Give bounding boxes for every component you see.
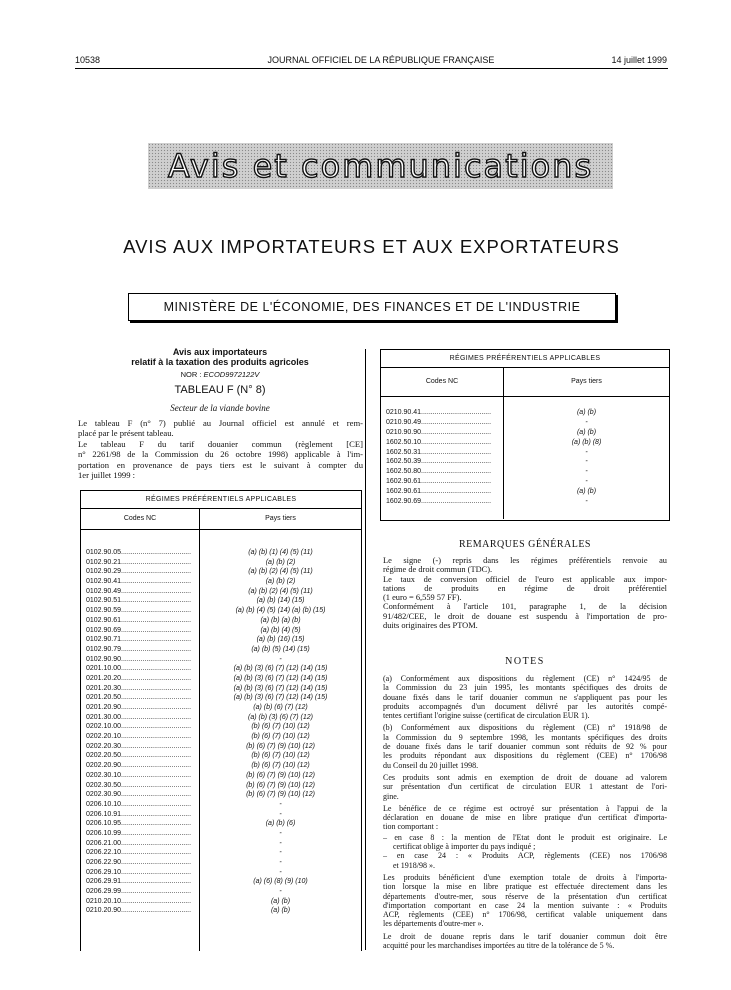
regime-value: (a) (b) (2) (4) (5) (11) — [248, 587, 313, 595]
regime-value: - — [585, 458, 588, 466]
journal-title: JOURNAL OFFICIEL DE LA RÉPUBLIQUE FRANÇAISE — [267, 55, 495, 65]
nc-code: 0206.29.99.................................... — [86, 888, 192, 896]
notes-heading: NOTES — [505, 656, 545, 667]
nc-code: 0206.22.10.................................... — [86, 849, 192, 857]
text-line: (a) Conformément aux dispositions du règlement (CE) n° 1424/95 de — [383, 674, 667, 683]
nc-code: 0210.90.41.................................... — [386, 409, 492, 416]
regime-value: (b) (6) (7) (10) (12) — [251, 733, 310, 741]
nc-code: 0206.21.00.................................... — [86, 839, 192, 847]
table-left-rows — [81, 548, 361, 916]
table-row — [81, 703, 361, 713]
table-row — [81, 848, 361, 858]
table-row — [81, 829, 361, 839]
table-row — [81, 674, 361, 684]
regime-value: (b) (6) (7) (9) (10) (12) — [246, 791, 315, 799]
intro-paragraph — [78, 418, 363, 480]
text-line: les produits répondant aux dispositions du règlement (CEE) n° 1706/98 — [383, 751, 667, 761]
nc-code: 0102.90.05.................................... — [86, 549, 192, 556]
regime-value: (a) (b) (3) (6) (7) (12) (14) (15) — [233, 674, 328, 682]
table-right-columns — [381, 368, 669, 397]
regime-value: (a) (b) (4) (5) — [260, 626, 301, 634]
text-line: la Commission du 23 juin 1995, les montants spécifiques des droits de — [383, 683, 667, 693]
col-pays-header: Pays tiers — [265, 515, 296, 522]
table-row — [381, 438, 669, 448]
text-line: d'importation comportant en case 24 la mention suivante : « Produits — [383, 900, 667, 910]
banner-title: Avis et communications — [167, 147, 594, 185]
table-row — [81, 635, 361, 645]
regime-value: (a) (b) (2) — [265, 558, 296, 566]
text-line: – en case 24 : « Produits ACP, règlements (CEE) nos 1706/98 — [383, 851, 667, 861]
regime-value: (b) (6) (7) (10) (12) — [251, 762, 310, 770]
table-row — [381, 477, 669, 487]
remarques-heading: REMARQUES GÉNÉRALES — [458, 539, 591, 550]
nc-code: 1602.50.31.................................... — [386, 448, 492, 456]
text-line: et 1918/98 ». — [393, 860, 435, 870]
text-line: Conformément à l'article 101, paragraphe 1, de la décision — [383, 602, 667, 612]
regime-value: (a) (b) (a) (b) — [260, 616, 301, 624]
regime-value: - — [585, 468, 588, 476]
regime-value: (a) (b) (3) (6) (7) (12) (14) (15) — [233, 694, 328, 702]
nc-code: 0202.30.90.................................... — [86, 791, 192, 799]
table-row — [81, 684, 361, 694]
regime-value: (a) (b) (5) (14) (15) — [251, 645, 310, 653]
nc-code: 0206.29.91.................................... — [86, 878, 192, 886]
text-line: Le tableau F du tarif douanier commun (règlement [CE] — [78, 438, 363, 449]
text-line: acquitté pour les marchandises importées au titre de la tolérance de 5 %. — [383, 941, 615, 951]
nc-code: 0206.10.99.................................... — [86, 829, 192, 837]
nc-code: 0102.90.71.................................... — [86, 636, 192, 644]
remarques-text — [383, 556, 667, 630]
table-right-title: RÉGIMES PRÉFÉRENTIELS APPLICABLES — [381, 350, 669, 368]
table-left-title: RÉGIMES PRÉFÉRENTIELS APPLICABLES — [81, 491, 361, 509]
nc-code: 0210.20.90.................................... — [86, 907, 192, 915]
issue-date: 14 juillet 1999 — [611, 55, 667, 65]
nc-code: 0206.10.10.................................... — [86, 800, 192, 808]
nc-code: 0102.90.69.................................... — [86, 626, 192, 634]
table-row — [81, 887, 361, 897]
note-b_lines — [383, 723, 667, 769]
nc-code: 0102.90.90.................................... — [86, 655, 192, 663]
nc-code: 0102.90.41.................................... — [86, 578, 192, 586]
regime-value: (a) (b) (14) (15) — [256, 597, 305, 605]
regime-value: (a) (b) (16) (15) — [256, 636, 305, 644]
nor-code: ECOD9972122V — [203, 370, 260, 379]
table-row — [81, 810, 361, 820]
regime-value: (a) (b) (6) — [265, 820, 296, 828]
text-line: Le tableau F (n° 7) publié au Journal officiel est annulé et rem- — [78, 418, 363, 428]
nc-code: 0102.90.79.................................... — [86, 645, 192, 653]
section-banner — [148, 143, 613, 189]
regime-value: - — [279, 849, 282, 857]
nc-code: 0210.90.49.................................... — [386, 418, 492, 426]
nc-code: 0102.90.49.................................... — [86, 587, 192, 595]
table-row — [81, 732, 361, 742]
text-line: 1er juillet 1999 : — [78, 469, 136, 480]
text-line: Les produits bénéficient d'une exemption totale de droits à l'importa- — [383, 872, 667, 882]
table-row — [81, 858, 361, 868]
regime-value: (a) (b) (6) (7) (12) — [253, 704, 308, 711]
nc-code: 0201.30.00.................................... — [86, 713, 192, 721]
regime-value: (a) (6) (8) (9) (10) — [253, 878, 308, 886]
note-d_lines — [383, 804, 667, 832]
table-row — [81, 877, 361, 887]
regime-value: (b) (6) (7) (10) (12) — [251, 752, 310, 760]
table-row — [81, 906, 361, 916]
regime-value: (a) (b) — [270, 907, 291, 915]
text-line: Le taux de conversion officiel de l'euro est applicable aux impor- — [383, 574, 667, 584]
nc-code: 0202.20.90.................................... — [86, 762, 192, 770]
notice-title-1: Avis aux importateurs — [172, 347, 268, 357]
text-line: Le droit de douane repris dans le tarif douanier commun doit être — [383, 931, 667, 941]
nc-code: 0201.20.90.................................... — [86, 704, 192, 711]
nc-code: 0102.90.21.................................... — [86, 558, 192, 566]
nc-code: 0210.20.10.................................... — [86, 897, 192, 905]
text-line: (1 euro = 6,559 57 FF). — [383, 593, 462, 603]
text-line: Le signe (-) repris dans les régimes préférentiels renvoie au — [383, 556, 667, 565]
text-line: n° 2261/98 de la Commission du 26 octobre 1998) applicable à l'im- — [78, 449, 363, 460]
text-line: tations de produits en régime de droit préférentiel — [383, 583, 667, 593]
regime-value: - — [585, 498, 588, 506]
nc-code: 1602.90.61.................................... — [386, 478, 492, 486]
notice-title-2: relatif à la taxation des produits agricoles — [131, 357, 309, 367]
nc-code: 0201.20.50.................................... — [86, 694, 192, 702]
regime-value: - — [279, 655, 282, 663]
text-line: départements d'outre-mer, sous réserve de la présentation d'un certificat — [383, 891, 667, 901]
regime-value: - — [279, 868, 282, 876]
table-row — [381, 497, 669, 507]
text-line: tentes certifiant l'origine suisse (certificat de circulation EUR 1). — [383, 711, 590, 721]
regime-value: (a) (b) — [576, 428, 597, 436]
col-codes-header: Codes NC — [425, 378, 459, 385]
text-line: du Conseil du 20 juillet 1998. — [383, 760, 479, 770]
nc-code: 0210.90.90.................................... — [386, 428, 492, 436]
nc-code: 0206.10.91.................................... — [86, 810, 192, 818]
nc-code: 1602.50.10.................................... — [386, 438, 492, 446]
table-row — [81, 800, 361, 810]
text-line: produits accompagnés d'un document délivré par les autorités compé- — [383, 701, 667, 711]
nc-code: 0202.10.00.................................... — [86, 723, 192, 731]
header-rule — [75, 68, 668, 69]
col-codes-header: Codes NC — [123, 515, 157, 522]
table-row — [81, 790, 361, 800]
tableau-heading: TABLEAU F (N° 8) — [174, 384, 266, 396]
regime-value: - — [279, 859, 282, 866]
table-left-columns — [81, 509, 361, 530]
col-pays-header: Pays tiers — [571, 378, 602, 385]
table-row — [81, 839, 361, 849]
table-row — [81, 713, 361, 723]
table-row — [81, 761, 361, 771]
text-line: – en case 8 : la mention de l'Etat dont le produit est originaire. Le — [383, 832, 667, 842]
table-row — [381, 428, 669, 438]
table-row — [381, 418, 669, 428]
page-number: 10538 — [75, 55, 101, 65]
table-row — [81, 819, 361, 829]
table-row — [81, 548, 361, 558]
nc-code: 0202.30.50.................................... — [86, 781, 192, 789]
nor-reference — [75, 370, 365, 379]
nc-code: 1602.50.39.................................... — [386, 458, 492, 466]
table-row — [81, 897, 361, 907]
regime-value: (b) (6) (7) (9) (10) (12) — [246, 742, 315, 750]
table-row — [81, 645, 361, 655]
table-row — [81, 693, 361, 703]
note-a_lines — [383, 674, 667, 720]
nc-code: 1602.90.61.................................... — [386, 488, 492, 496]
nc-code: 0202.20.50.................................... — [86, 752, 192, 760]
text-line: 91/482/CEE, le droit de douane est suspendu à l'importation de pro- — [383, 611, 667, 621]
nc-code: 0201.20.20.................................... — [86, 674, 192, 682]
note-c_lines — [383, 773, 667, 801]
text-line: douane fixés dans le tarif douanier commun ne s'appliquent pas pour les — [383, 692, 667, 702]
regime-value: - — [279, 839, 282, 847]
text-line: Ces produits sont admis en exemption de droit de douane ad valorem — [383, 772, 667, 782]
nc-code: 0202.30.10.................................... — [86, 771, 192, 779]
text-line: gine. — [383, 791, 399, 801]
regime-value: - — [585, 418, 588, 426]
table-row — [381, 467, 669, 477]
regime-value: - — [279, 810, 282, 818]
table-right-rows — [381, 408, 669, 507]
regime-value: (a) (b) (4) (5) (14) (a) (b) (15) — [235, 607, 326, 615]
table-row — [81, 567, 361, 577]
table-row — [81, 587, 361, 597]
section-title: AVIS AUX IMPORTATEURS ET AUX EXPORTATEURS — [123, 236, 620, 257]
sector-heading: Secteur de la viande bovine — [170, 403, 270, 413]
regime-value: - — [585, 448, 588, 456]
column-rule — [365, 349, 366, 950]
regime-value: (a) (b) — [270, 897, 291, 905]
table-row — [81, 664, 361, 674]
regime-value: (a) (b) (3) (6) (7) (12) — [248, 713, 313, 721]
tariff-table-right — [380, 349, 670, 521]
table-row — [81, 722, 361, 732]
text-line: placé par le présent tableau. — [78, 428, 174, 439]
note-f_lines — [383, 873, 667, 929]
text-line: (b) Conformément aux dispositions du règlement (CE) n° 1918/98 de — [383, 723, 667, 733]
nc-code: 1602.90.69.................................... — [386, 498, 492, 506]
text-line: ACP, règlements (CEE) n° 1706/98, certificat valable uniquement dans — [383, 910, 667, 920]
text-line: sur présentation d'un certificat de circulation EUR 1 attestant de l'ori- — [383, 782, 667, 792]
nor-label: NOR : — [180, 370, 202, 379]
text-line: Le bénéfice de ce régime est octroyé sur présentation à l'appui de la — [383, 803, 667, 813]
regime-value: - — [279, 888, 282, 896]
text-line: régime de droit commun (TDC). — [383, 565, 493, 575]
table-row — [81, 781, 361, 791]
table-row — [81, 742, 361, 752]
tariff-table-left — [80, 490, 362, 951]
regime-value: (b) (6) (7) (9) (10) (12) — [246, 771, 315, 779]
regime-value: (a) (b) — [576, 488, 597, 496]
regime-value: (a) (b) (2) — [265, 578, 296, 586]
table-row — [81, 606, 361, 616]
text-line: de douane fixés dans le tarif douanier commun sont réduits de 92 % pour — [383, 742, 667, 752]
ministry-name: MINISTÈRE DE L'ÉCONOMIE, DES FINANCES ET DE L'INDUSTRIE — [163, 300, 581, 314]
regime-value: (b) (6) (7) (10) (12) — [251, 723, 310, 731]
nc-code: 0102.90.29.................................... — [86, 568, 192, 576]
text-line: duits originaires des PTOM. — [383, 621, 478, 631]
text-line: certificat oblige à importer du pays indiqué ; — [393, 842, 536, 852]
table-row — [381, 487, 669, 497]
regime-value: (a) (b) (2) (4) (5) (11) — [248, 568, 313, 576]
text-line: les départements d'outre-mer ». — [383, 919, 484, 929]
regime-value: (a) (b) (1) (4) (5) (11) — [248, 549, 313, 556]
table-row — [81, 596, 361, 606]
note-g_lines — [383, 932, 667, 951]
regime-value: (a) (b) (8) — [571, 438, 602, 446]
regime-value: - — [279, 800, 282, 808]
text-line: la Commission du 9 septembre 1998, les montants spécifiques des droits — [383, 732, 667, 742]
regime-value: (b) (6) (7) (9) (10) (12) — [246, 781, 315, 789]
regime-value: (a) (b) (3) (6) (7) (12) (14) (15) — [233, 684, 328, 692]
regime-value: (a) (b) (3) (6) (7) (12) (14) (15) — [233, 665, 328, 673]
table-row — [81, 655, 361, 665]
text-line: tion comportant : — [383, 822, 439, 832]
regime-value: - — [585, 478, 588, 486]
table-row — [81, 616, 361, 626]
notes-text — [383, 674, 667, 950]
nc-code: 0102.90.61.................................... — [86, 616, 192, 624]
nc-code: 0202.20.10.................................... — [86, 733, 192, 741]
nc-code: 0206.22.90.................................... — [86, 859, 192, 866]
regime-value: (a) (b) — [576, 409, 597, 416]
ministry-box — [128, 293, 616, 321]
text-line: tion lorsque la mise en libre pratique est effectuée directement dans les — [383, 882, 667, 892]
text-line: déclaration en douane de mise en libre pratique d'un certificat d'importa- — [383, 813, 667, 823]
table-row — [81, 577, 361, 587]
nc-code: 0102.90.51.................................... — [86, 597, 192, 605]
table-row — [81, 626, 361, 636]
note-e_lines — [383, 833, 667, 870]
table-row — [81, 868, 361, 878]
text-line: portation en provenance de pays tiers est le suivant à compter du — [78, 459, 363, 470]
regime-value: - — [279, 829, 282, 837]
nc-code: 0206.29.10.................................... — [86, 868, 192, 876]
table-row — [81, 771, 361, 781]
nc-code: 0201.20.30.................................... — [86, 684, 192, 692]
table-row — [81, 751, 361, 761]
nc-code: 0202.20.30.................................... — [86, 742, 192, 750]
table-row — [381, 457, 669, 467]
table-row — [381, 448, 669, 458]
nc-code: 0201.10.00.................................... — [86, 665, 192, 673]
nc-code: 0102.90.59.................................... — [86, 607, 192, 615]
table-row — [81, 558, 361, 568]
nc-code: 0206.10.95.................................... — [86, 820, 192, 828]
nc-code: 1602.50.80.................................... — [386, 468, 492, 476]
table-row — [381, 408, 669, 418]
